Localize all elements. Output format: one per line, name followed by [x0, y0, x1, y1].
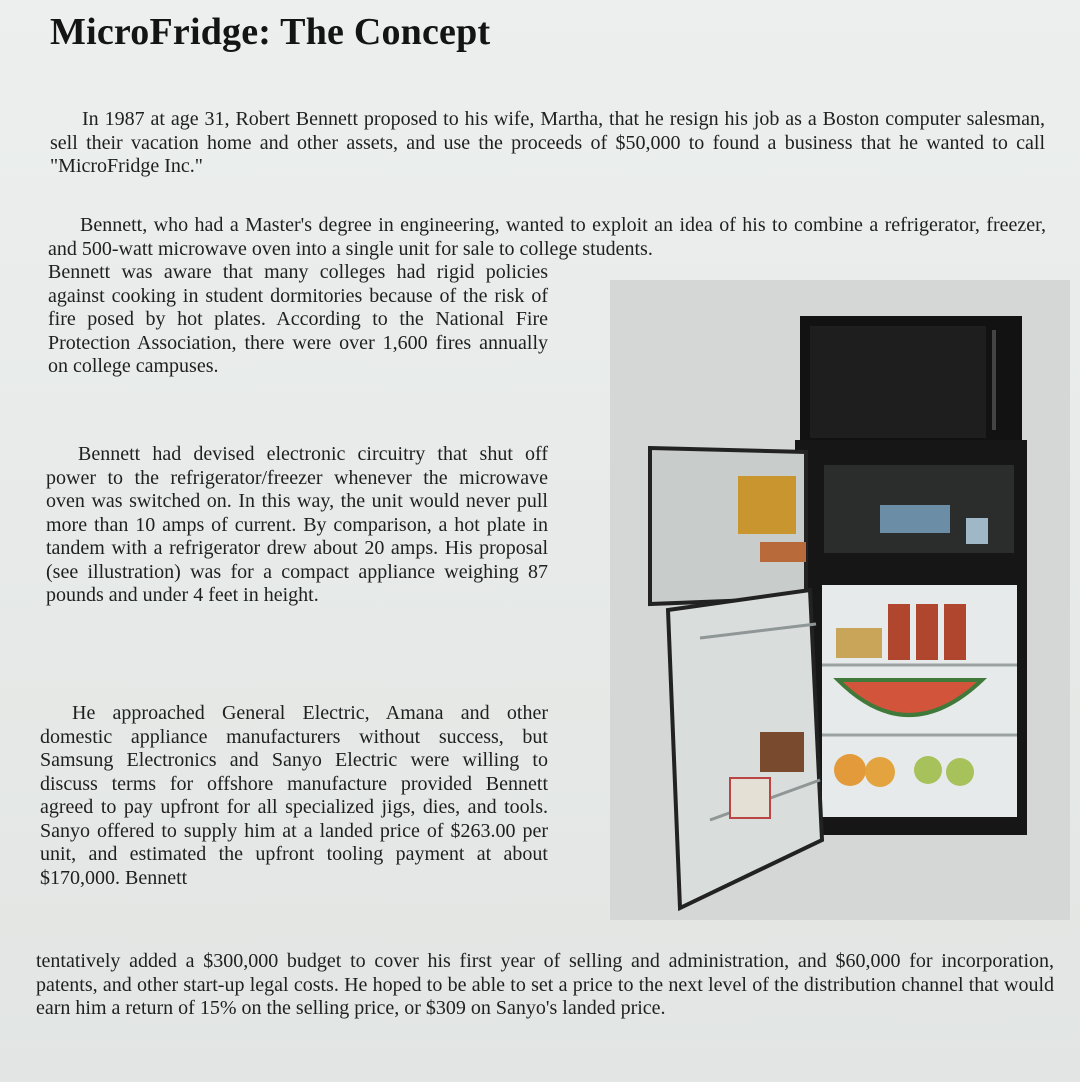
microwave-door	[810, 326, 986, 438]
apple-2	[946, 758, 974, 786]
soda-can-2	[916, 604, 938, 660]
paragraph-4-bottom: tentatively added a $300,000 budget to cover his first year of selling and administration, and $60,000 for incorporation, patents, and other start-up legal costs. He hoped to be able to set a price to the next level of the distribution channel that would earn him a return of 15% on the selling price, or $309 on Sanyo's landed price.	[36, 950, 1054, 1019]
microfridge-illustration	[610, 280, 1070, 920]
paragraph-2-side: Bennett was aware that many colleges had rigid policies against cooking in student dormitories because of the risk of fire posed by hot plates. According to the National Fire Protection Association, there were over 1,600 fires annually on college campuses.	[48, 261, 548, 377]
door-food-box	[738, 476, 796, 534]
freezer-item	[966, 518, 988, 544]
apple-1	[914, 756, 942, 784]
paragraph-3: Bennett had devised electronic circuitry that shut off power to the refrigerator/freezer whenever the microwave oven was switched on. In this way, the unit would never pull more than 10 amps of current. By comparison, a hot plate in tandem with a refrigerator drew about 20 amps. His proposal (see illustration) was for a compact appliance weighing 87 pounds and under 4 feet in height.	[46, 443, 548, 606]
orange-1	[834, 754, 866, 786]
microfridge-photo	[610, 280, 1070, 920]
page-title: MicroFridge: The Concept	[50, 11, 491, 53]
paragraph-1: In 1987 at age 31, Robert Bennett proposed to his wife, Martha, that he resign his job as a Boston computer salesman, sell their vacation home and other assets, and use the proceeds of $50,000 to found a business that he wanted to call "MicroFridge Inc."	[50, 108, 1045, 177]
freezer-box	[880, 505, 950, 533]
orange-2	[865, 757, 895, 787]
door-carton	[730, 778, 770, 818]
door-food-box-2	[760, 542, 806, 562]
food-container	[836, 628, 882, 658]
paragraph-2-top: Bennett, who had a Master's degree in engineering, wanted to exploit an idea of his to combine a refrigerator, freezer, and 500-watt microwave oven into a single unit for sale to college students.	[48, 214, 1046, 260]
paragraph-4-side: He approached General Electric, Amana and other domestic appliance manufacturers without success, but Samsung Electronics and Sanyo Electric were willing to discuss terms for offshore manufacture provided Bennett agreed to pay upfront for all specialized jigs, dies, and tools. Sanyo offered to supply him at a landed price of $263.00 per unit, and estimated the upfront tooling payment at about $170,000. Bennett	[40, 702, 548, 889]
soda-can-3	[944, 604, 966, 660]
soda-can-1	[888, 604, 910, 660]
microwave-handle	[992, 330, 996, 430]
door-jar	[760, 732, 804, 772]
